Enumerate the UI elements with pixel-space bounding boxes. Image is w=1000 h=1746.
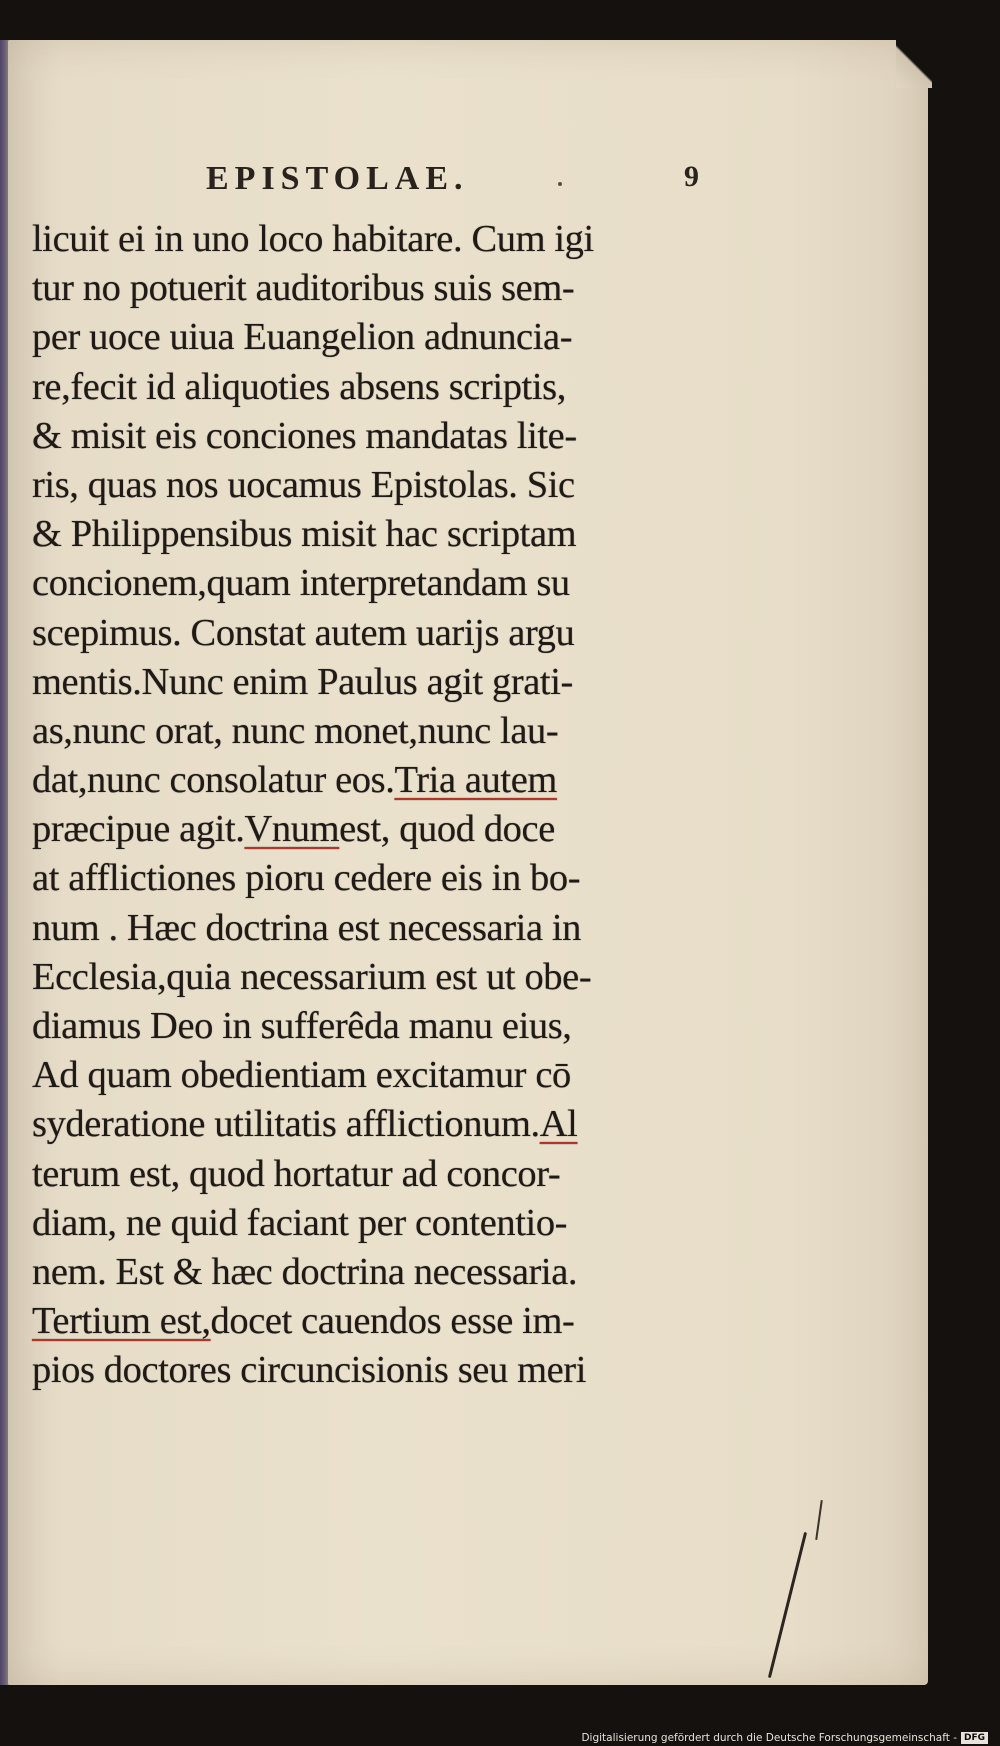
text-line: re,fecit id aliquoties absens scriptis, (32, 365, 566, 408)
text-segment: docet cauendos esse im- (210, 1300, 575, 1343)
dfg-logo: DFG (961, 1732, 988, 1744)
text-line: ris, quas nos uocamus Epistolas. Sic (32, 463, 575, 506)
text-line: as,nunc orat, nunc monet,nunc lau- (32, 709, 559, 752)
text-line: licuit ei in uno loco habitare. Cum igi (32, 218, 594, 260)
text-segment: est, quod doce (339, 808, 555, 851)
page-header (8, 160, 928, 210)
text-line: nem. Est & hæc doctrina necessaria. (32, 1250, 578, 1293)
text-line: & Philippensibus misit hac scriptam (32, 513, 577, 556)
underlined-phrase: Tertium est, (32, 1300, 211, 1343)
text-line: diamus Deo in sufferêda manu eius, (32, 1005, 572, 1047)
text-line: concionem,quam interpretandam su (32, 562, 570, 605)
text-line: Ad quam obedientiam excitamur cō (32, 1054, 571, 1097)
printers-dot (558, 182, 562, 186)
text-line (32, 756, 712, 805)
text-segment: syderatione utilitatis afflictionum. (32, 1103, 540, 1146)
text-line: at afflictiones pioru cedere eis in bo- (32, 857, 581, 900)
underlined-phrase: Tria autem (394, 759, 557, 802)
book-page (8, 40, 928, 1685)
text-line: per uoce uiua Euangelion adnuncia- (32, 316, 573, 359)
text-line (32, 1100, 712, 1149)
text-line: tur no potuerit auditoribus suis sem- (32, 267, 575, 310)
text-line (32, 1297, 712, 1346)
running-head: EPISTOLAE. (206, 160, 469, 197)
text-segment: præcipue agit. (32, 808, 245, 851)
text-line: num . Hæc doctrina est necessaria in (32, 906, 582, 949)
text-line: terum est, quod hortatur ad concor- (32, 1152, 561, 1195)
credit-text: Digitalisierung gefördert durch die Deutsche Forschungsgemeinschaft - (581, 1732, 957, 1744)
text-line (32, 805, 712, 854)
underlined-phrase: Al (539, 1103, 578, 1146)
text-line: diam, ne quid faciant per contentio- (32, 1201, 568, 1244)
text-segment: dat,nunc consolatur eos. (32, 759, 395, 802)
text-line: pios doctores circuncisionis seu meri (32, 1349, 587, 1392)
text-line: & misit eis conciones mandatas lite- (32, 414, 577, 457)
underlined-phrase: Vnum (244, 808, 340, 851)
text-line: scepimus. Constat autem uarijs argu (32, 611, 575, 654)
footer-credit (581, 1731, 988, 1745)
page-corner (896, 40, 932, 88)
folio-number: 9 (684, 160, 699, 193)
text-line: Ecclesia,quia necessarium est ut obe- (32, 955, 592, 998)
body-text (32, 215, 712, 1396)
text-line: mentis.Nunc enim Paulus agit grati- (32, 660, 573, 703)
